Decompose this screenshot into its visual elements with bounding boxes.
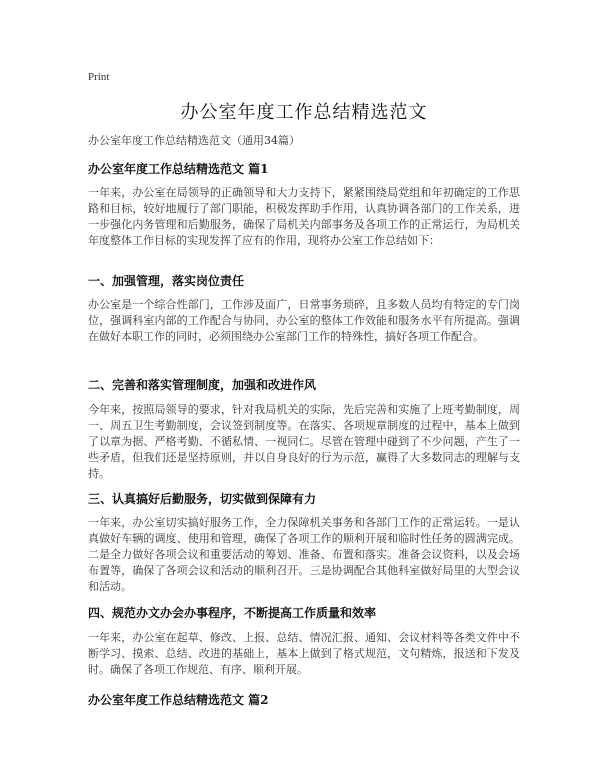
intro-paragraph: 一年来，办公室在局领导的正确领导和大力支持下，紧紧围绕局党组和年初确定的工作思路和目标，较好地履行了部门职能，积极发挥助手作用，认真协调各部门的工作关系，进一步强化内务管理和后勤服务，确保了局机关内部事务及各项工作的正常运行，为局机关年度整体工作目标的实现发挥了应有的作用，现将办公室工作总结如下： — [88, 186, 520, 247]
article-heading-1: 办公室年度工作总结精选范文 篇1 — [88, 162, 269, 176]
page-title: 办公室年度工作总结精选范文 — [180, 102, 428, 123]
section-body-3: 一年来，办公室切实搞好服务工作，全力保障机关事务和各部门工作的正常运转。一是认真做好车辆的调度、使用和管理，确保了各项工作的顺利开展和临时性任务的圆满完成。二是全力做好各项会议和重要活动的筹划、准备、布置和落实。准备会议资料，以及会场布置等，确保了各项会议和活动的顺利召开。三是协调配合其他科室做好局里的大型会议和活动。 — [88, 516, 520, 593]
section-body-2: 今年来，按照局领导的要求，针对我局机关的实际，先后完善和实施了上班考勤制度，周一、周五卫生考勤制度，会议签到制度等。在落实、各项规章制度的过程中，基本上做到了以章为据、严格考勤、不循私情、一视同仁。尽管在管理中碰到了不少问题，产生了一些矛盾，但我们还是坚持原则，并以自身良好的行为示范，赢得了大多数同志的理解与支持。 — [88, 403, 520, 480]
section-heading-4: 四、规范办文办会办事程序，不断提高工作质量和效率 — [88, 606, 377, 620]
section-body-4: 一年来，办公室在起草、修改、上报、总结、情况汇报、通知、会议材料等各类文件中不断学习、摸索、总结、改进的基础上，基本上做到了格式规范，文句精炼，报送和下发及时。确保了各项工作规范、有序、顺利开展。 — [88, 631, 520, 676]
section-heading-1: 一、加强管理，落实岗位责任 — [88, 274, 245, 288]
article-heading-2: 办公室年度工作总结精选范文 篇2 — [88, 693, 269, 707]
section-heading-3: 三、认真搞好后勤服务，切实做到保障有力 — [88, 492, 317, 506]
section-heading-2: 二、完善和落实管理制度，加强和改进作风 — [88, 378, 317, 392]
document-subtitle: 办公室年度工作总结精选范文（通用34篇） — [88, 134, 300, 147]
section-body-1: 办公室是一个综合性部门，工作涉及面广，日常事务琐碎，且多数人员均有特定的专门岗位，强调科室内部的工作配合与协同，办公室的整体工作效能和服务水平有所提高。强调在做好本职工作的同时，必须围绕办公室部门工作的特殊性，搞好各项工作配合。 — [88, 298, 520, 343]
print-link[interactable]: Print — [88, 71, 110, 83]
